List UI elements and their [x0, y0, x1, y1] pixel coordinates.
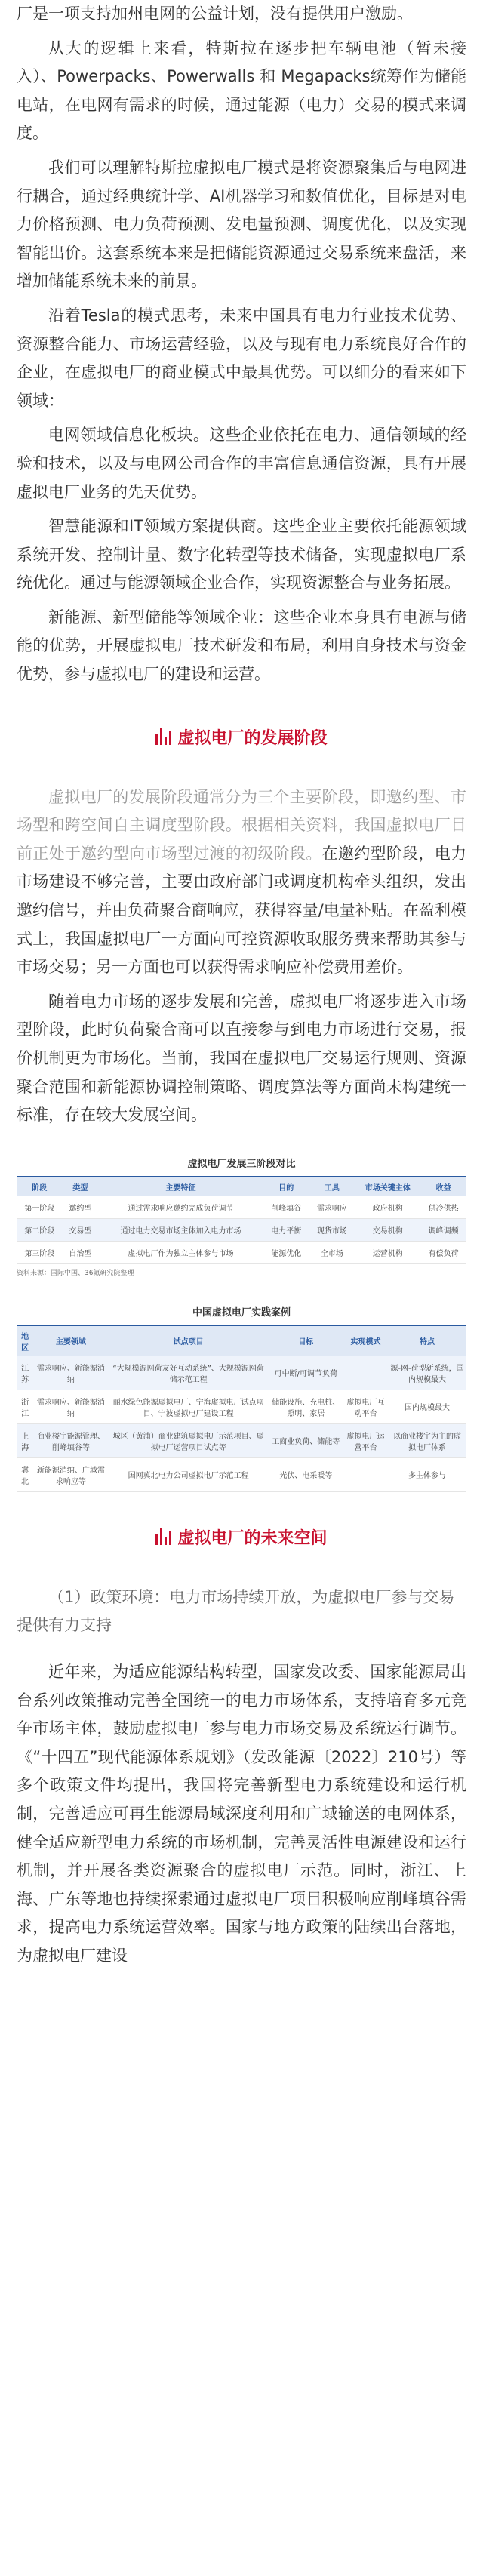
- table-cell: 需求响应、新能源消纳: [33, 1390, 109, 1423]
- table-cell: 新能源消纳、广域需求响应等: [33, 1457, 109, 1491]
- table-header-cell: 特点: [388, 1325, 466, 1356]
- table-cell: 光伏、电采暖等: [269, 1457, 344, 1491]
- table-cell: 丽水绿色能源虚拟电厂、宁海虚拟电厂试点项目、宁波虚拟电厂建设工程: [109, 1390, 269, 1423]
- intro-paragraph-5: 智慧能源和IT领域方案提供商。这些企业主要依托能源领域系统开发、控制计量、数字化转型等技术储备，实现虚拟电厂系统优化。通过与能源领域企业合作，实现资源整合与业务拓展。: [17, 517, 466, 592]
- table-row: [17, 1423, 466, 1457]
- table-cell: 源-网-荷型新系统，国内规模最大: [388, 1356, 466, 1390]
- table-title: 虚拟电厂发展三阶段对比: [187, 1158, 296, 1170]
- table-cell: “大规模源网荷友好互动系统”、大规模源网荷储示范工程: [109, 1356, 269, 1390]
- table-row: [17, 1457, 466, 1491]
- table-cell: 国网冀北电力公司虚拟电厂示范工程: [109, 1457, 269, 1491]
- table-row: [17, 1356, 466, 1390]
- section-heading-stages: [17, 725, 466, 749]
- table-cell: 工商业负荷、储能等: [269, 1423, 344, 1457]
- table-header-cell: 目的: [263, 1177, 309, 1196]
- table-cell: 运营机构: [355, 1241, 420, 1263]
- table-cell: 调峰调频: [420, 1218, 466, 1241]
- intro-paragraph-2: 我们可以理解特斯拉虚拟电厂模式是将资源聚集后与电网进行耦合，通过经典统计学、AI机器学习和数值优化，目标是对电力价格预测、电力负荷预测、发电量预测、调度优化，以及实现智能出价。这套系统本来是把储能资源通过交易系统来盘活，来增加储能系统未来的前景。: [17, 158, 466, 291]
- section-heading-future: [17, 1525, 466, 1549]
- table-header-row: [17, 1325, 466, 1356]
- table-header-row: [17, 1177, 466, 1196]
- table-header-cell: 目标: [269, 1325, 344, 1356]
- stages-paragraph-2: 随着电力市场的逐步发展和完善，虚拟电厂将逐步进入市场型阶段，此时负荷聚合商可以直接参与到电力市场进行交易，报价机制更为市场化。当前，我国在虚拟电厂交易运行规则、资源聚合范围和新能源协调控制策略、调度算法等方面尚未构建统一标准，存在较大发展空间。: [17, 992, 466, 1125]
- section-title: 虚拟电厂的未来空间: [177, 1528, 328, 1548]
- table-cell: 交易机构: [355, 1218, 420, 1241]
- table-cell: 削峰填谷: [263, 1196, 309, 1219]
- table-cell: 通过需求响应邀约完成负荷调节: [98, 1196, 263, 1219]
- future-subheading: （1）政策环境：电力市场持续开放，为虚拟电厂参与交易提供有力支持: [17, 1587, 455, 1635]
- table-cell: 以商业楼宇为主的虚拟电厂体系: [388, 1423, 466, 1457]
- table-cell: 储能设施、充电桩、照明、家居: [269, 1390, 344, 1423]
- table-cell: 第二阶段: [17, 1218, 63, 1241]
- table-cell: 上海: [17, 1423, 33, 1457]
- table-row: [17, 1196, 466, 1219]
- table-cell: 能源优化: [263, 1241, 309, 1263]
- table-cell: 需求响应: [309, 1196, 355, 1219]
- section-bars-icon: [155, 1528, 171, 1545]
- table-header-cell: 阶段: [17, 1177, 63, 1196]
- table-cell: 国内规模最大: [388, 1390, 466, 1423]
- table-cell: 供冷供热: [420, 1196, 466, 1219]
- table-cell: 城区（黄浦）商业建筑虚拟电厂示范项目、虚拟电厂运营项目试点等: [109, 1423, 269, 1457]
- future-paragraph: 近年来，为适应能源结构转型，国家发改委、国家能源局出台系列政策推动完善全国统一的电力市场体系，支持培育多元竞争市场主体，鼓励虚拟电厂参与电力市场交易及系统运行调节。《“十四五”现代能源体系规划》（发改能源〔2022〕210号）等多个政策文件均提出，我国将完善新型电力系统建设和运行机制，完善适应可再生能源局域深度利用和广域输送的电网体系，健全适应新型电力系统的市场机制，完善灵活性电源建设和运行机制，并开展各类资源聚合的虚拟电厂示范。同时，浙江、上海、广东等地也持续探索通过虚拟电厂项目积极响应削峰填谷需求，提高电力系统运营效率。国家与地方政策的陆续出台落地，为虚拟电厂建设: [17, 1662, 466, 1965]
- table-header-cell: 实现模式: [343, 1325, 388, 1356]
- table-cell: 通过电力交易市场主体加入电力市场: [98, 1218, 263, 1241]
- table-cell: 邀约型: [63, 1196, 98, 1219]
- table-cell: 需求响应、新能源消纳: [33, 1356, 109, 1390]
- cases-table: [17, 1325, 466, 1492]
- table-cell: 商业楼宇能源管理、削峰填谷等: [33, 1423, 109, 1457]
- table-cell: 可中断/可调节负荷: [269, 1356, 344, 1390]
- table-header-cell: 收益: [420, 1177, 466, 1196]
- table-header-cell: 工具: [309, 1177, 355, 1196]
- table-header-cell: 地区: [17, 1325, 33, 1356]
- table-cell: 全市场: [309, 1241, 355, 1263]
- table-cell: 现货市场: [309, 1218, 355, 1241]
- stages-rest-text: 在邀约型阶段，电力市场建设不够完善，主要由政府部门或调度机构牵头组织，发出邀约信号，并由负荷聚合商响应，获得容量/电量补贴。在盈利模式上，我国虚拟电厂一方面向可控资源收取服务费来帮助其参与市场交易；另一方面也可以获得需求响应补偿费用差价。: [17, 844, 467, 977]
- table-cell: 江苏: [17, 1356, 33, 1390]
- intro-paragraph-6: 新能源、新型储能等领域企业：这些企业本身具有电源与储能的优势，开展虚拟电厂技术研发和布局，利用自身技术与资金优势，参与虚拟电厂的建设和运营。: [17, 608, 466, 684]
- stages-highlight-text: 虚拟电厂的发展阶段通常分为三个主要阶段，即邀约型、市场型和跨空间自主调度型阶段。根据相关资料，我国虚拟电厂目前正处于邀约型向市场型过渡的初级阶段。: [17, 787, 466, 863]
- table-cell: 虚拟电厂作为独立主体参与市场: [98, 1241, 263, 1263]
- table-cell: 交易型: [63, 1218, 98, 1241]
- table-cell: 第一阶段: [17, 1196, 63, 1219]
- table-header-cell: 市场关键主体: [355, 1177, 420, 1196]
- intro-paragraph-1: 从大的逻辑上来看，特斯拉在逐步把车辆电池（暂未接入）、Powerpacks、Powerwalls 和 Megapacks统筹作为储能电站，在电网有需求的时候，通过能源（电力）交易的模式来调度。: [17, 38, 466, 143]
- table-header-cell: 试点项目: [109, 1325, 269, 1356]
- intro-paragraph-0: 厂是一项支持加州电网的公益计划，没有提供用户激励。: [17, 5, 413, 23]
- section-title: 虚拟电厂的发展阶段: [177, 728, 328, 748]
- table-source-note: 资料来源：国际中国、36氪研究院整理: [17, 1269, 134, 1277]
- intro-paragraph-3: 沿着Tesla的模式思考，未来中国具有电力行业技术优势、资源整合能力、市场运营经验，以及与现有电力系统良好合作的企业，在虚拟电厂的商业模式中最具优势。可以细分的看来如下领域：: [17, 306, 466, 410]
- stages-table: [17, 1176, 466, 1264]
- table-title: 中国虚拟电厂实践案例: [192, 1306, 291, 1319]
- table-header-cell: 类型: [63, 1177, 98, 1196]
- stages-table-figure: [17, 1156, 466, 1277]
- table-cell: 电力平衡: [263, 1218, 309, 1241]
- table-header-cell: 主要特征: [98, 1177, 263, 1196]
- intro-paragraph-4: 电网领域信息化板块。这些企业依托在电力、通信领域的经验和技术，以及与电网公司合作的丰富信息通信资源，具有开展虚拟电厂业务的先天优势。: [17, 426, 466, 501]
- table-cell: 有偿负荷: [420, 1241, 466, 1263]
- table-cell: 自治型: [63, 1241, 98, 1263]
- table-header-cell: 主要领域: [33, 1325, 109, 1356]
- cases-table-figure: [17, 1304, 466, 1492]
- table-cell: 虚拟电厂运营平台: [343, 1423, 388, 1457]
- table-row: [17, 1390, 466, 1423]
- table-cell: 冀北: [17, 1457, 33, 1491]
- table-cell: 多主体参与: [388, 1457, 466, 1491]
- table-cell: [343, 1356, 388, 1390]
- table-cell: 政府机构: [355, 1196, 420, 1219]
- table-cell: 浙江: [17, 1390, 33, 1423]
- table-row: [17, 1241, 466, 1263]
- stages-paragraph-1: [17, 783, 466, 982]
- table-cell: 第三阶段: [17, 1241, 63, 1263]
- table-cell: [343, 1457, 388, 1491]
- table-cell: 虚拟电厂互动平台: [343, 1390, 388, 1423]
- table-row: [17, 1218, 466, 1241]
- section-bars-icon: [155, 728, 171, 745]
